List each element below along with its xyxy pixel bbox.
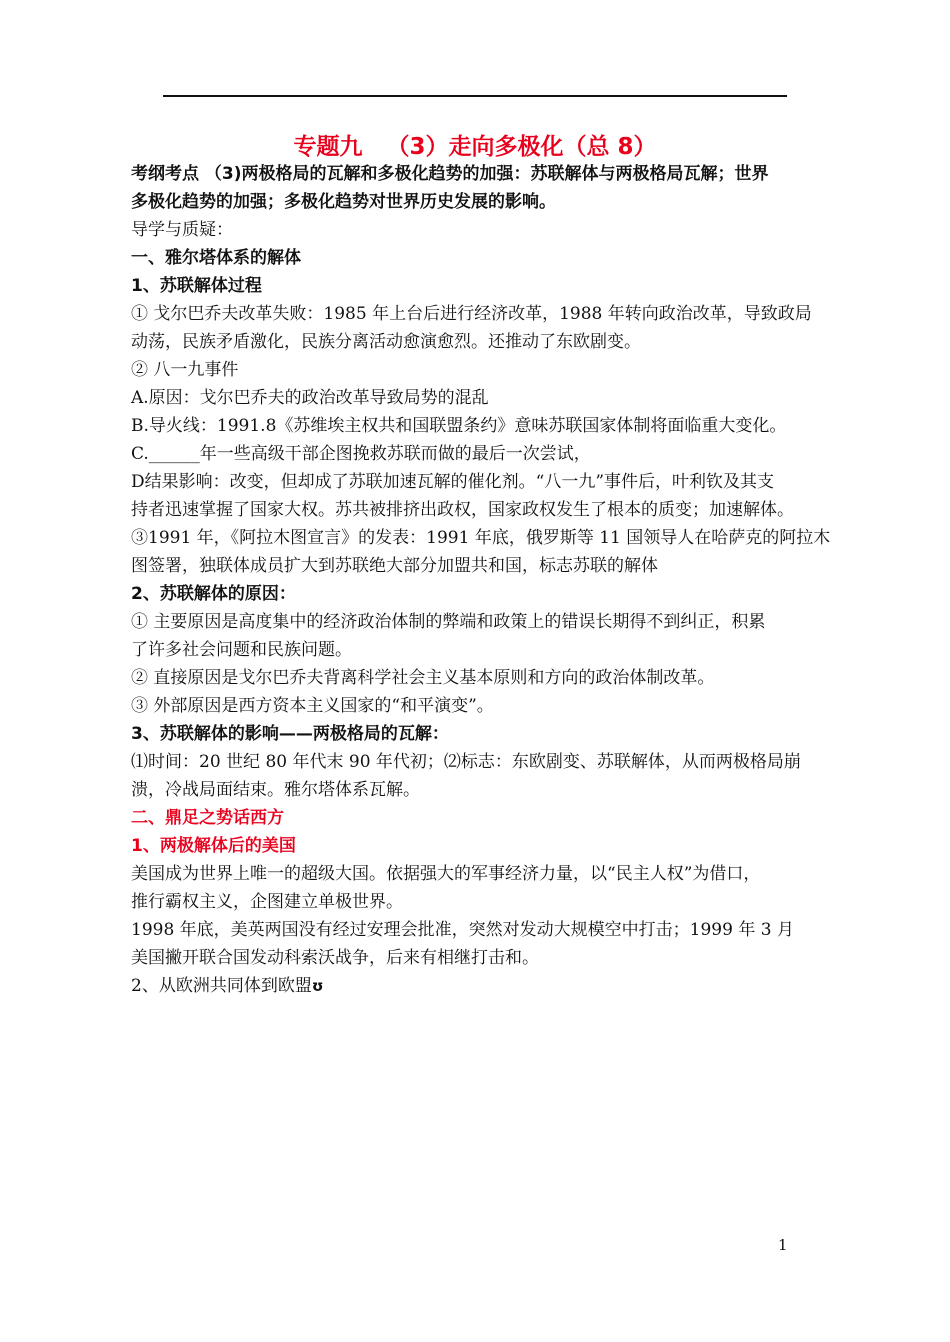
paragraph-line: ③ 外部原因是西方资本主义国家的“和平演变”。	[131, 696, 494, 716]
page-number: 1	[778, 1236, 788, 1254]
paragraph-line: 美国撇开联合国发动科索沃战争，后来有相继打击和。	[131, 948, 539, 968]
document-title: 专题九 （3）走向多极化（总 8）	[293, 134, 657, 160]
paragraph-line: 了许多社会问题和民族问题。	[131, 640, 352, 660]
paragraph-line: ③1991 年，《阿拉木图宣言》的发表：1991 年底，俄罗斯等 11 国领导人在哈萨克的阿拉木	[131, 528, 831, 548]
paragraph-line: B.导火线：1991.8《苏维埃主权共和国联盟条约》意味苏联国家体制将面临重大变化。	[131, 416, 787, 436]
paragraph-line: 动荡，民族矛盾激化，民族分离活动愈演愈烈。还推动了东欧剧变。	[131, 332, 641, 352]
subsection-heading: 2、苏联解体的原因：	[131, 584, 296, 604]
document-body	[131, 160, 831, 1000]
stray-mark-glyph: ʊ	[311, 977, 324, 995]
subsection-heading: 2、从欧洲共同体到欧盟ʊ	[131, 972, 831, 1000]
paragraph-line: 推行霸权主义，企图建立单极世界。	[131, 892, 403, 912]
paragraph-line: ① 主要原因是高度集中的经济政治体制的弊端和政策上的错误长期得不到纠正，积累	[131, 612, 766, 632]
section-heading: 二、鼎足之势话西方	[131, 808, 284, 828]
paragraph-line: C.______年一些高级干部企图挽救苏联而做的最后一次尝试，	[131, 444, 591, 464]
paragraph-line: 溃，冷战局面结束。雅尔塔体系瓦解。	[131, 780, 420, 800]
paragraph-line: ① 戈尔巴乔夫改革失败：1985 年上台后进行经济改革，1988 年转向政治改革，导致政局	[131, 304, 812, 324]
paragraph-line: 图签署，独联体成员扩大到苏联绝大部分加盟共和国，标志苏联的解体	[131, 556, 658, 576]
outline-line: 考纲考点 （3)两极格局的瓦解和多极化趋势的加强：苏联解体与两极格局瓦解；世界	[131, 164, 769, 184]
paragraph-line: 美国成为世界上唯一的超级大国。依据强大的军事经济力量，以“民主人权”为借口，	[131, 864, 761, 884]
section-heading: 一、雅尔塔体系的解体	[131, 248, 301, 268]
section-label: 导学与质疑：	[131, 220, 233, 240]
subsection-heading: 1、苏联解体过程	[131, 276, 262, 296]
outline-line: 多极化趋势的加强；多极化趋势对世界历史发展的影响。	[131, 192, 556, 212]
paragraph-line: D结果影响：改变，但却成了苏联加速瓦解的催化剂。“八一九”事件后，叶利钦及其支	[131, 472, 775, 492]
paragraph-line: 持者迅速掌握了国家大权。苏共被排挤出政权，国家政权发生了根本的质变；加速解体。	[131, 500, 794, 520]
subsection-heading: 1、两极解体后的美国	[131, 836, 296, 856]
header-rule	[163, 95, 787, 97]
subsection-heading: 3、苏联解体的影响——两极格局的瓦解：	[131, 724, 449, 744]
paragraph-line: A.原因：戈尔巴乔夫的政治改革导致局势的混乱	[131, 388, 489, 408]
paragraph-line: ② 直接原因是戈尔巴乔夫背离科学社会主义基本原则和方向的政治体制改革。	[131, 668, 715, 688]
paragraph-line: ⑴时间：20 世纪 80 年代末 90 年代初；⑵标志：东欧剧变、苏联解体，从而两极格局崩	[131, 752, 801, 772]
paragraph-line: ② 八一九事件	[131, 360, 239, 380]
paragraph-line: 1998 年底，美英两国没有经过安理会批准，突然对发动大规模空中打击；1999 年 3 月	[131, 920, 794, 940]
